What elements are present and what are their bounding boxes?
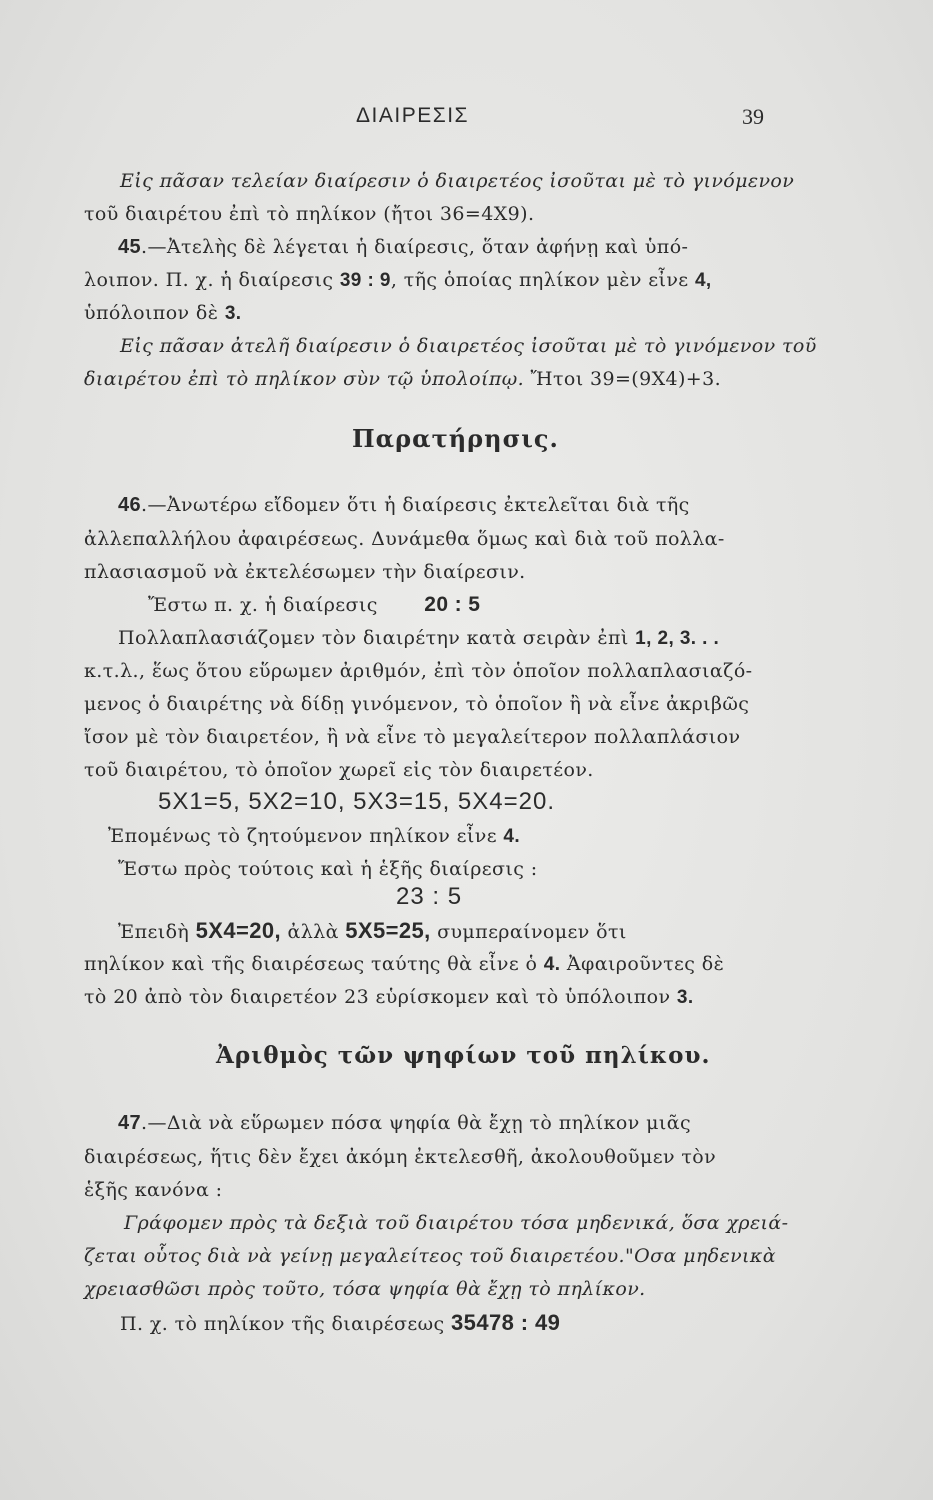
text-span: .—Ἀνωτέρω εἴδομεν ὅτι ἡ διαίρεσις ἐκτελεῖται διὰ τῆς (141, 494, 690, 516)
text-line (118, 918, 627, 945)
text-span: Ἀφαιροῦντες δὲ (560, 953, 725, 975)
text-span: τὸ 20 ἀπὸ τὸν διαιρετέον 23 εὑρίσκομεν καὶ τὸ ὑπόλοιπον (84, 986, 677, 1008)
text-line: ζεται οὗτος διὰ νὰ γείνῃ μεγαλείτεος τοῦ διαιρετέου."Οσα μηδενικὰ (84, 1245, 776, 1267)
text-line (148, 592, 480, 618)
text-span: ὑπόλοιπον δὲ (84, 302, 225, 324)
number-span: 4. (543, 954, 561, 975)
text-span: .—Διὰ νὰ εὕρωμεν πόσα ψηφία θὰ ἔχῃ τὸ πηλίκον μιᾶς (141, 1112, 692, 1134)
text-span: Ἐπομένως τὸ ζητούμενον πηλίκον εἶνε (108, 825, 504, 847)
text-span: Πολλαπλασιάζομεν τὸν διαιρέτην κατὰ σειρὰν ἐπὶ (118, 627, 636, 649)
equation-span: 5X5=25, (345, 918, 431, 943)
paragraph-number: 47 (118, 1112, 142, 1134)
text-line: χρειασθῶσι πρὸς τοῦτο, τόσα ψηφία θὰ ἔχῃ τὸ πηλίκον. (84, 1278, 646, 1300)
text-span: , τῆς ὁποίας πηλίκον μὲν εἶνε (390, 269, 695, 291)
text-line: Εἰς πᾶσαν τελείαν διαίρεσιν ὁ διαιρετέος ἰσοῦται μὲ τὸ γινόμενον (120, 170, 795, 192)
equation-span: 20 : 5 (424, 593, 481, 616)
text-line: κ.τ.λ., ἕως ὅτου εὕρωμεν ἀριθμόν, ἐπὶ τὸν ὁποῖον πολλαπλασιαζό- (84, 660, 753, 682)
text-span: Π. χ. τὸ πηλίκον τῆς διαιρέσεως (120, 1313, 452, 1335)
paragraph-47 (118, 1110, 691, 1136)
number-span: 3. (224, 303, 242, 324)
text-line: Ἔστω πρὸς τούτοις καὶ ἡ ἑξῆς διαίρεσις : (118, 858, 538, 880)
text-span: πηλίκον καὶ τῆς διαιρέσεως ταύτης θὰ εἶνε ὁ (84, 953, 544, 975)
text-line (120, 1310, 560, 1337)
text-line: μενος ὁ διαιρέτης νὰ δίδῃ γινόμενον, τὸ ὁποῖον ἢ νὰ εἶνε ἀκριβῶς (84, 693, 750, 715)
equation-span: 35478 : 49 (451, 1310, 561, 1335)
number-span: 1, 2, 3. . . (635, 628, 720, 649)
text-line (84, 366, 721, 392)
text-line: τοῦ διαιρέτου ἐπὶ τὸ πηλίκον (ἤτοι 36=4X9). (84, 203, 535, 225)
number-span: 4. (503, 826, 521, 847)
text-line (108, 823, 520, 850)
text-span: Ἔστω π. χ. ἡ διαίρεσις (148, 594, 385, 616)
text-line (84, 951, 724, 978)
equation-line: 5X1=5, 5X2=10, 5X3=15, 5X4=20. (158, 788, 555, 815)
text-line: Εἰς πᾶσαν ἀτελῆ διαίρεσιν ὁ διαιρετέος ἰσοῦται μὲ τὸ γινόμενον τοῦ (120, 335, 817, 357)
text-line: διαιρέσεως, ἥτις δὲν ἔχει ἀκόμη ἐκτελεσθῆ, ἀκολουθοῦμεν τὸν (84, 1146, 717, 1168)
number-span: 3. (676, 987, 694, 1008)
equation-span: 5X4=20, (195, 918, 282, 943)
text-span: ἀλλὰ (281, 921, 346, 943)
paragraph-number: 45 (118, 236, 142, 258)
section-heading: Παρατήρησις. (352, 424, 559, 453)
equation-span: Ἤτοι 39=(9X4)+3. (524, 368, 722, 390)
text-line: Γράφομεν πρὸς τὰ δεξιὰ τοῦ διαιρέτου τόσα μηδενικά, ὅσα χρειά- (124, 1212, 789, 1234)
text-line (84, 300, 241, 327)
text-line: τοῦ διαιρέτου, τὸ ὁποῖον χωρεῖ εἰς τὸν διαιρετέον. (84, 759, 594, 781)
equation-line: 23 : 5 (396, 883, 463, 910)
text-line: ἴσον μὲ τὸν διαιρετέον, ἢ νὰ εἶνε τὸ μεγαλείτερον πολλαπλάσιον (84, 726, 741, 748)
text-span: Ἐπειδὴ (118, 921, 196, 943)
text-line: ἀλλεπαλλήλου ἀφαιρέσεως. Δυνάμεθα ὅμως καὶ διὰ τοῦ πολλα- (84, 528, 725, 550)
running-header-title: ΔΙΑΙΡΕΣΙΣ (356, 104, 470, 127)
text-span: λοιπον. Π. χ. ἡ διαίρεσις (84, 269, 340, 291)
text-line (118, 625, 719, 652)
text-line (84, 267, 712, 294)
text-span: συμπεραίνομεν ὅτι (430, 921, 627, 943)
paragraph-46 (118, 492, 690, 518)
section-heading: Ἀριθμὸς τῶν ψηφίων τοῦ πηλίκου. (216, 1042, 711, 1069)
text-line: πλασιασμοῦ νὰ ἐκτελέσωμεν τὴν διαίρεσιν. (84, 561, 526, 583)
text-line (84, 984, 694, 1011)
number-span: 39 : 9 (339, 270, 391, 291)
page-number: 39 (742, 104, 764, 129)
text-span: .—Ἀτελὴς δὲ λέγεται ἡ διαίρεσις, ὅταν ἀφήνῃ καὶ ὑπό- (141, 236, 689, 258)
paragraph-45 (118, 234, 688, 260)
text-span: διαιρέτου ἐπὶ τὸ πηλίκον σὺν τῷ ὑπολοίπῳ. (84, 368, 525, 390)
number-span: 4, (694, 270, 712, 291)
text-line: ἑξῆς κανόνα : (84, 1179, 223, 1201)
paragraph-number: 46 (118, 494, 142, 516)
